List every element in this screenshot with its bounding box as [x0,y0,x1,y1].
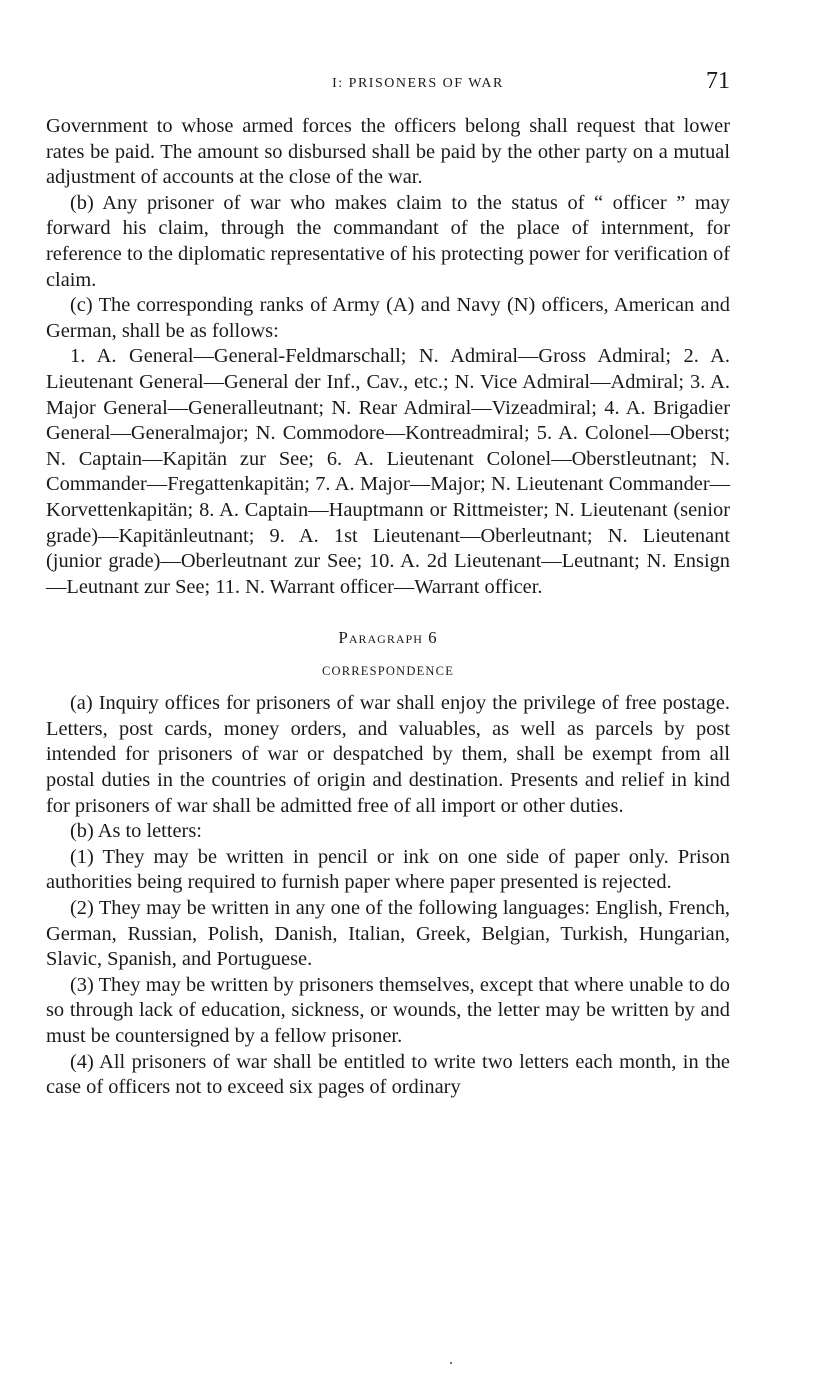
paragraph: (2) They may be written in any one of the following languages: English, French, German, Russian, Polish, Danish, Italian, Greek, Belgian, Turkish, Hungarian, Slavic, Spanish, and Portuguese. [46,897,730,971]
body-text-upper [46,114,730,600]
document-page [46,68,730,1101]
paragraph: (b) As to letters: [70,820,202,843]
paragraph: (c) The corresponding ranks of Army (A) and Navy (N) officers, American and German, shall be as follows: [46,294,730,342]
paragraph: 1. A. General—General-Feldmarschall; N. Admiral—Gross Admiral; 2. A. Lieutenant General—General der Inf., Cav., etc.; N. Vice Admiral—Admiral; 3. A. Major General—Generalleutnant; N. Rear Admiral—Vizeadmiral; 4. A. Brigadier General—Generalmajor; N. Commodore—Kontreadmiral; 5. A. Colonel—Oberst; N. Captain—Kapitän zur See; 6. A. Lieutenant Colonel—Oberstleutnant; N. Commander—Fregattenkapitän; 7. A. Major—Major; N. Lieutenant Commander—Korvettenkapitän; 8. A. Captain—Hauptmann or Rittmeister; N. Lieutenant (senior grade)—Kapitänleutnant; 9. A. 1st Lieutenant—Oberleutnant; N. Lieutenant (junior grade)—Oberleutnant zur See; 10. A. 2d Lieutenant—Leutnant; N. Ensign—Leutnant zur See; 11. N. Warrant officer—Warrant officer. [46,345,730,598]
paragraph: (b) Any prisoner of war who makes claim to the status of “ officer ” may forward his claim, through the commandant of the place of internment, for reference to the diplomatic representative of his protecting power for verification of claim. [46,191,730,291]
page-number: 71 [706,68,730,94]
paragraph: Government to whose armed forces the officers belong shall request that lower rates be paid. The amount so disbursed shall be paid by the other party on a mutual adjustment of accounts at the close of the war. [46,115,730,189]
paragraph-heading: Paragraph 6 [338,628,438,648]
paragraph: (a) Inquiry offices for prisoners of war shall enjoy the privilege of free postage. Letters, post cards, money orders, and valuables, as well as parcels by post intended for prisoners of war or despatched by them, shall be exempt from all postal duties in the countries of origin and destination. Presents and relief in kind for prisoners of war shall be admitted free of all import or other duties. [46,692,730,817]
paragraph: (4) All prisoners of war shall be entitled to write two letters each month, in the case of officers not to exceed six pages of ordinary [46,1050,730,1099]
scan-speck [450,1362,452,1364]
section-heading: CORRESPONDENCE [321,664,455,679]
running-title: I: PRISONERS OF WAR [332,76,504,91]
paragraph: (1) They may be written in pencil or ink on one side of paper only. Prison authorities being required to furnish paper where paper presented is rejected. [46,845,730,894]
paragraph: (3) They may be written by prisoners themselves, except that where unable to do so through lack of education, sickness, or wounds, the letter may be written by and must be countersigned by a fellow prisoner. [46,973,730,1047]
body-text-lower [46,691,730,1101]
running-header [46,68,730,102]
